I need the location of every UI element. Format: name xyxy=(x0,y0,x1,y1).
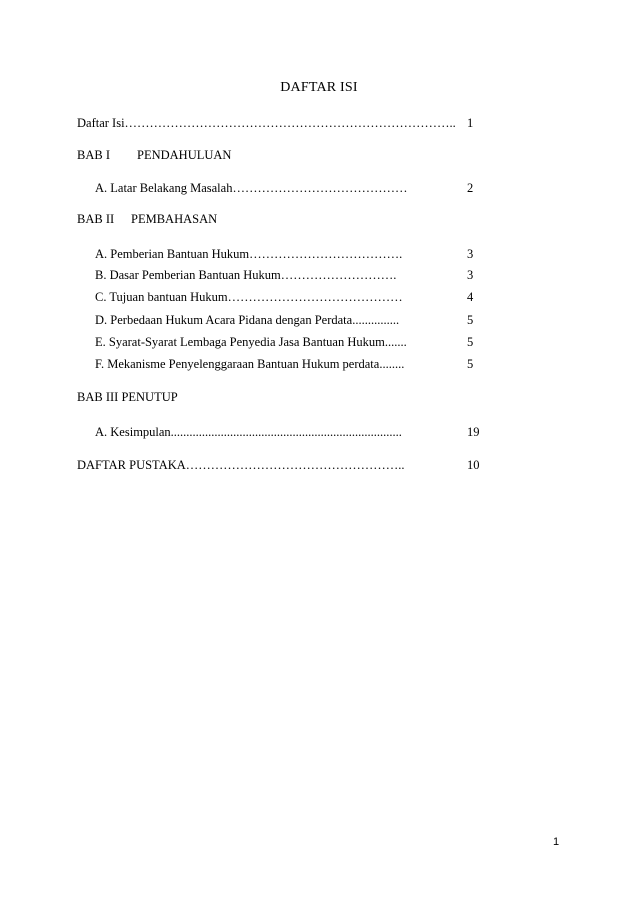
toc-entry-page: 3 xyxy=(467,247,474,261)
chapter-label: BAB II xyxy=(77,212,115,226)
toc-entry-page: 5 xyxy=(467,357,474,371)
toc-entry-page: 19 xyxy=(467,425,480,439)
toc-entry xyxy=(0,179,638,197)
toc-entry xyxy=(0,355,638,373)
chapter-title: PEMBAHASAN xyxy=(131,212,218,226)
toc-entry-text: A. Latar Belakang Masalah…………………………………… xyxy=(95,181,408,195)
toc-entry xyxy=(0,333,638,351)
toc-entry-page: 5 xyxy=(467,335,474,349)
toc-entry-page: 4 xyxy=(467,290,474,304)
chapter-title: PENDAHULUAN xyxy=(137,148,232,162)
toc-entry-text: F. Mekanisme Penyelenggaraan Bantuan Hukum perdata........ xyxy=(95,357,405,371)
toc-entry-text: DAFTAR PUSTAKA…………………………………………….. xyxy=(77,458,405,472)
toc-entry-page: 2 xyxy=(467,181,474,195)
toc-entry-text: C. Tujuan bantuan Hukum…………………………………… xyxy=(95,290,403,304)
toc-entry xyxy=(0,311,638,329)
toc-entry-text: A. Pemberian Bantuan Hukum………………………………. xyxy=(95,247,403,261)
toc-entry-text: A. Kesimpulan.......................................................................... xyxy=(95,425,402,439)
toc-chapter-bab3 xyxy=(0,388,638,406)
page-number: 1 xyxy=(553,836,560,848)
toc-entry-daftar-isi xyxy=(0,114,638,132)
toc-entry-text: Daftar Isi…………………………………………………………………….. xyxy=(77,116,456,130)
chapter-label: BAB I xyxy=(77,148,110,162)
toc-entry-text: B. Dasar Pemberian Bantuan Hukum………………………. xyxy=(95,268,397,282)
toc-entry-text: D. Perbedaan Hukum Acara Pidana dengan Perdata............... xyxy=(95,313,400,327)
toc-entry-page: 5 xyxy=(467,313,474,327)
toc-chapter-bab1 xyxy=(0,146,638,164)
toc-entry xyxy=(0,245,638,263)
toc-chapter-bab2 xyxy=(0,210,638,228)
chapter-title: BAB III PENUTUP xyxy=(77,390,178,404)
toc-entry-page: 1 xyxy=(467,116,474,130)
toc-entry-text: E. Syarat-Syarat Lembaga Penyedia Jasa Bantuan Hukum....... xyxy=(95,335,407,349)
page-title: DAFTAR ISI xyxy=(280,80,358,95)
toc-entry xyxy=(0,423,638,441)
toc-entry-daftar-pustaka xyxy=(0,456,638,474)
toc-entry xyxy=(0,288,638,306)
toc-entry-page: 10 xyxy=(467,458,480,472)
toc-entry-page: 3 xyxy=(467,268,474,282)
toc-entry xyxy=(0,266,638,284)
